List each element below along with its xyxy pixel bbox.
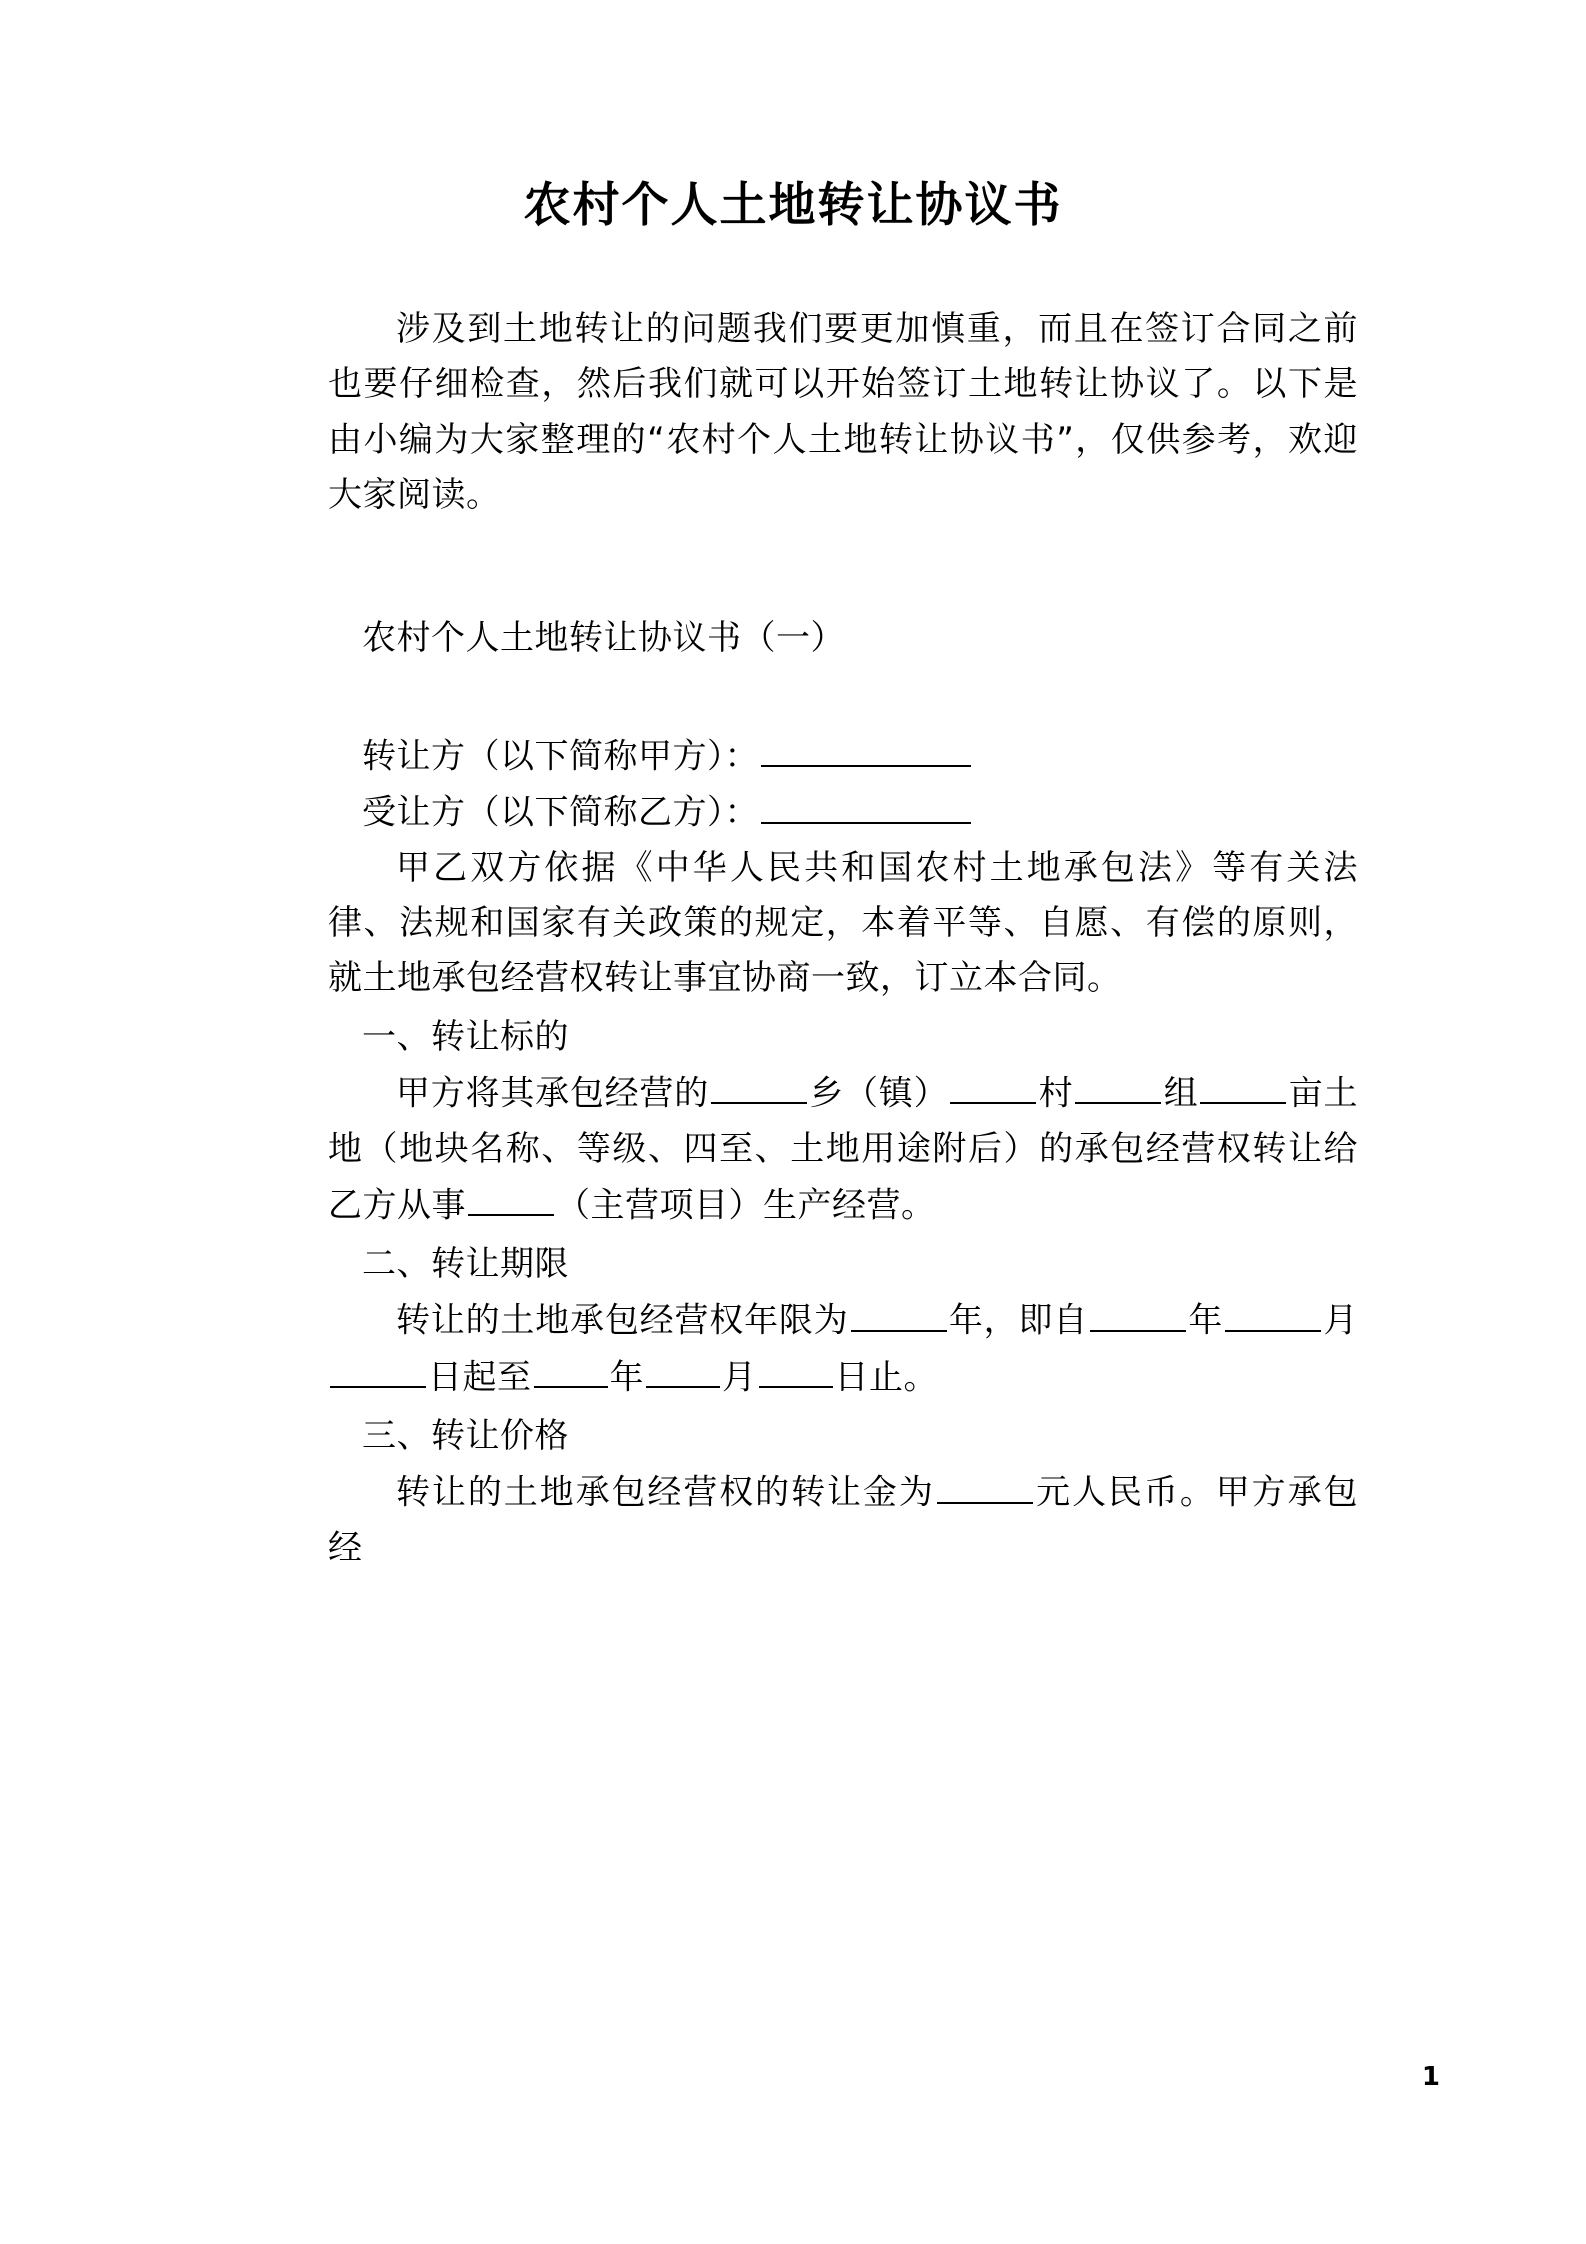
s2-text-4: 日起至 [428,1356,532,1397]
s2-blank-5 [534,1349,608,1388]
section-body-3 [328,1464,1358,1576]
section-title-1: 一、转让标的 [362,1016,569,1057]
s1-blank-4 [1200,1065,1286,1104]
s3-text-0: 转让的土地承包经营权的转让金为 [396,1472,935,1513]
section-title-3: 三、转让价格 [362,1416,569,1457]
s2-text-0: 转让的土地承包经营权年限为 [396,1300,849,1341]
s2-blank-2 [1090,1292,1186,1331]
preamble-paragraph: 甲乙双方依据《中华人民共和国农村土地承包法》等有关法律、法规和国家有关政策的规定，本着平等、自愿、有偿的原则，就土地承包经营权转让事宜协商一致，订立本合同。 [328,847,1358,998]
s1-text-1: 乡（镇） [808,1073,949,1114]
s3-blank-1 [937,1464,1033,1503]
party-b-blank [761,784,971,823]
party-b-line [328,784,1358,840]
section-body-1 [328,1065,1358,1233]
s2-blank-4 [330,1349,426,1388]
s2-text-6: 月 [722,1356,757,1397]
s2-text-2: 年 [1188,1300,1224,1341]
s1-blank-1 [711,1065,807,1104]
s1-text-5: （主营项目）生产经营。 [556,1184,936,1225]
section-title-2: 二、转让期限 [362,1244,569,1285]
s2-blank-6 [646,1349,720,1388]
page-number: 1 [1421,2062,1440,2092]
s3-text-1: 元人民币。甲方承包经 [328,1472,1358,1568]
s1-text-2: 村 [1038,1073,1074,1114]
spacer [328,666,1358,728]
party-a-line [328,728,1358,784]
s2-text-1: 年，即自 [948,1300,1089,1341]
party-a-blank [761,728,971,767]
s2-blank-1 [851,1292,947,1331]
s2-text-7: 日止。 [834,1356,938,1397]
s1-text-0: 甲方将其承包经营的 [396,1073,709,1114]
document-body [228,302,1358,1575]
intro-paragraph: 涉及到土地转让的问题我们要更加慎重，而且在签订合同之前也要仔细检查，然后我们就可以开始签订土地转让协议了。以下是由小编为大家整理的“农村个人土地转让协议书”，仅供参考，欢迎大家阅读。 [328,309,1358,515]
s1-blank-2 [950,1065,1036,1104]
s2-blank-3 [1225,1292,1321,1331]
s1-blank-5 [468,1177,554,1216]
s2-text-5: 年 [609,1356,644,1397]
s1-blank-3 [1075,1065,1161,1104]
s1-text-4: 亩土地（地块名称、等级、四至、土地用途附后）的承包经营权转让给乙方从事 [328,1073,1359,1225]
party-a-label: 转让方（以下简称甲方）： [362,736,759,777]
page-title: 农村个人土地转让协议书 [523,178,1063,233]
section-body-2 [328,1292,1358,1405]
s2-text-3: 月 [1323,1300,1359,1341]
s2-blank-7 [759,1349,833,1388]
party-b-label: 受让方（以下简称乙方）： [362,792,759,833]
s1-text-3: 组 [1163,1073,1199,1114]
subheading: 农村个人土地转让协议书（一） [362,617,845,658]
